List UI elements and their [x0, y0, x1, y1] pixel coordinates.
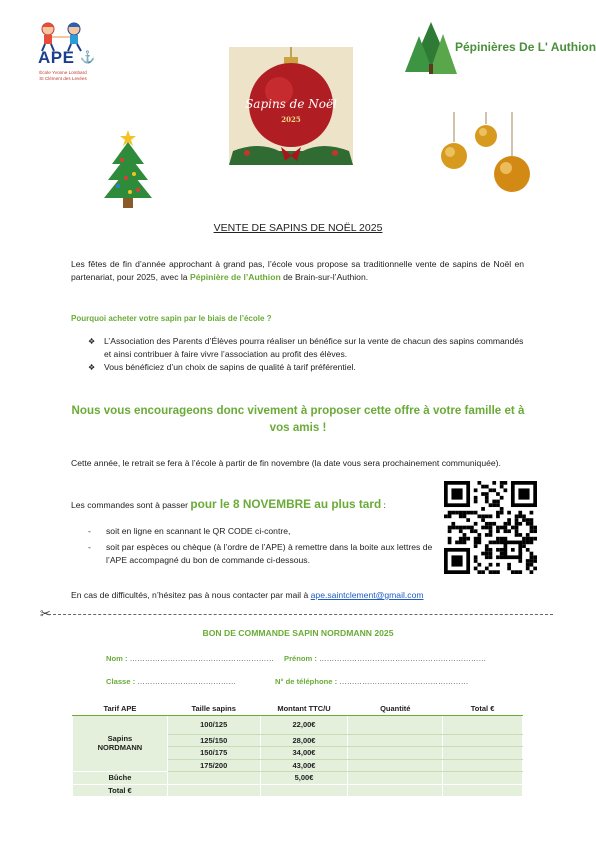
email-link[interactable]: ape.saintclement@gmail.com	[310, 590, 424, 600]
table-row	[73, 772, 523, 785]
list-item: ❖ Vous bénéficiez d’un choix de sapins de qualité à tarif préférentiel.	[88, 362, 356, 372]
page-title: VENTE DE SAPINS DE NOËL 2025	[213, 222, 383, 234]
column-header: Taille sapins	[167, 703, 260, 716]
quantity-cell[interactable]	[348, 759, 443, 772]
table-header-row	[73, 703, 523, 716]
quantity-cell[interactable]	[348, 715, 443, 734]
benefit-list	[88, 335, 528, 374]
telephone-field[interactable]: N° de téléphone : ……………………………………………	[275, 677, 469, 686]
total-label: Total €	[73, 784, 168, 797]
diamond-bullet-icon: ❖	[88, 337, 96, 346]
christmas-bauble-image	[229, 47, 353, 165]
deadline-text: pour le 8 NOVEMBRE au plus tard	[190, 497, 382, 511]
sapins-group-label: Sapins NORDMANN	[73, 715, 168, 772]
total-cell[interactable]	[443, 759, 523, 772]
why-heading: Pourquoi acheter votre sapin par le biais de l’école ?	[71, 314, 272, 323]
encourage-text: Nous vous encourageons donc vivement à proposer cette offre à votre famille et à vos amis !	[71, 404, 525, 434]
pickup-paragraph: Cette année, le retrait se fera à l’école à partir de fin novembre (la date vous sera prochainement communiquée).	[71, 458, 501, 468]
order-table	[72, 702, 523, 797]
quantity-cell[interactable]	[348, 772, 443, 785]
column-header: Montant TTC/U	[260, 703, 348, 716]
bauble-text-2: 2025	[281, 115, 301, 124]
total-cell[interactable]	[443, 715, 523, 734]
price-cell: 28,00€	[260, 734, 348, 747]
list-item: - soit par espèces ou chèque (à l’ordre de l’APE) à remettre dans la boite aux lettres de l’APE accompagné du bon de commande ci-dessous.	[88, 542, 433, 565]
grand-total-cell[interactable]	[443, 784, 523, 797]
gold-baubles-icon	[440, 112, 530, 198]
order-instructions: Les commandes sont à passer pour le 8 NOVEMBRE au plus tard :	[71, 497, 386, 511]
contact-line: En cas de difficultés, n’hésitez pas à nous contacter par mail à ape.saintclement@gmail.com	[71, 590, 424, 600]
ape-wordmark: APE	[38, 48, 75, 67]
christmas-tree-icon	[100, 130, 156, 214]
table-row	[73, 784, 523, 797]
ape-school-name: École Yvonne Lombard St Clément des Levées	[39, 70, 87, 81]
order-form-title: BON DE COMMANDE SAPIN NORDMANN 2025	[202, 628, 394, 638]
qr-code-icon[interactable]	[444, 481, 537, 574]
anchor-icon: ⚓	[80, 50, 95, 64]
nom-field[interactable]: Nom : …………………………………………………	[106, 654, 274, 663]
quantity-cell[interactable]	[348, 747, 443, 760]
pepiniere-highlight: Pépinière de l’Authion	[189, 272, 281, 282]
buche-label: Bûche	[73, 772, 168, 785]
size-cell: 100/125	[167, 715, 260, 734]
price-cell: 22,00€	[260, 715, 348, 734]
order-options	[88, 525, 438, 567]
total-cell[interactable]	[443, 772, 523, 785]
prenom-field[interactable]: Prénom : …………………………………………………………	[284, 654, 487, 663]
size-cell: 125/150	[167, 734, 260, 747]
total-cell[interactable]	[443, 734, 523, 747]
fir-trees-icon	[405, 20, 457, 80]
diamond-bullet-icon: ❖	[88, 363, 96, 372]
list-item: ❖ L’Association des Parents d’Élèves pourra réaliser un bénéfice sur la vente de chacun des sapins commandés et ainsi contribuer à faire vivre l’association au profit des élèves.	[88, 336, 524, 359]
quantity-cell[interactable]	[348, 734, 443, 747]
size-cell: 150/175	[167, 747, 260, 760]
scissors-icon: ✂	[40, 606, 51, 621]
classe-field[interactable]: Classe : …………………………………	[106, 677, 236, 686]
pepiniere-logo	[405, 20, 596, 80]
list-item: - soit en ligne en scannant le QR CODE ci-contre,	[88, 526, 291, 536]
ape-logo	[28, 20, 98, 90]
cut-line	[48, 614, 553, 615]
bauble-text-1: Sapins de Noël	[245, 97, 337, 111]
size-cell: 175/200	[167, 759, 260, 772]
total-cell[interactable]	[443, 747, 523, 760]
price-cell: 34,00€	[260, 747, 348, 760]
column-header: Tarif APE	[73, 703, 168, 716]
price-cell: 5,00€	[260, 772, 348, 785]
column-header: Quantité	[348, 703, 443, 716]
pepiniere-name: Pépinières De L' Authion	[455, 40, 596, 54]
column-header: Total €	[443, 703, 523, 716]
table-row	[73, 715, 523, 734]
price-cell: 43,00€	[260, 759, 348, 772]
intro-paragraph: Les fêtes de fin d’année approchant à grand pas, l’école vous propose sa traditionnelle vente de sapins de Noël en partenariat, pour 2025, avec la Pépinière de l’Authion de Brain-sur-l’Authion.	[71, 259, 524, 282]
